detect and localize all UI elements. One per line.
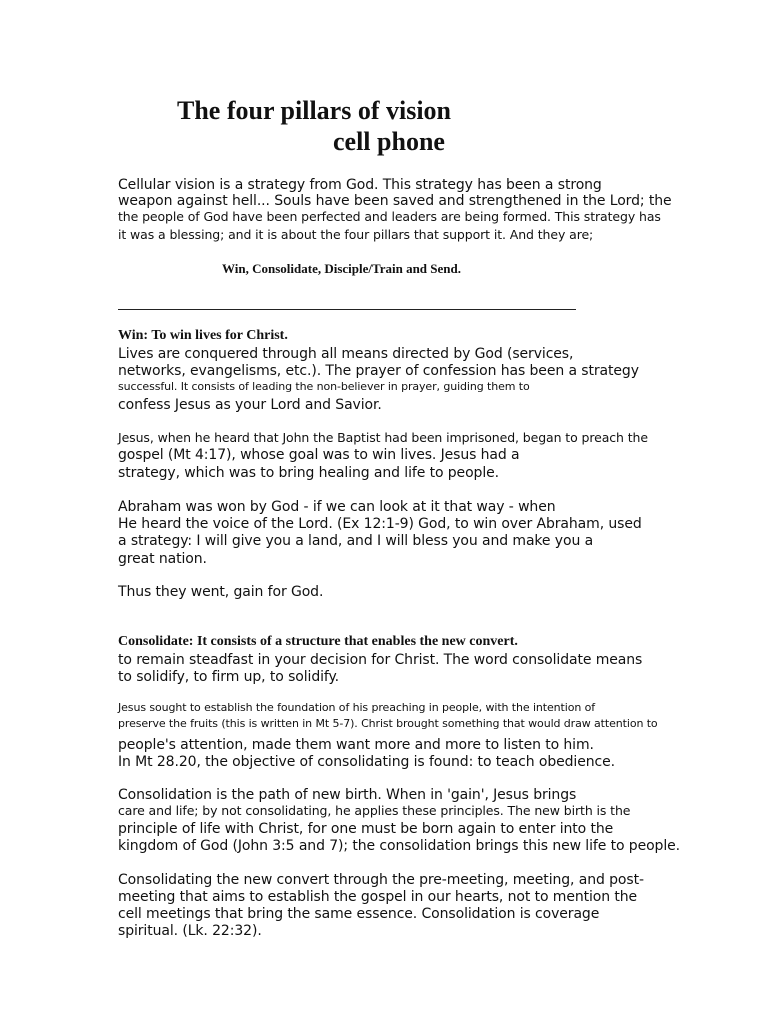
consolidate-paragraph-line: care and life; by not consolidating, he applies these principles. The new birth is the [118,803,631,818]
consolidate-paragraph-line: people's attention, made them want more and more to listen to him. [118,737,594,753]
title-line-1: The four pillars of vision [177,96,452,125]
intro-line: the people of God have been perfected and leaders are being formed. This strategy has [118,209,661,224]
consolidate-paragraph-line: In Mt 28.20, the objective of consolidating is found: to teach obedience. [118,754,615,770]
consolidate-paragraph-line: meeting that aims to establish the gospel in our hearts, not to mention the [118,889,638,905]
four-pillars-list: Win, Consolidate, Disciple/Train and Send. [222,261,461,276]
consolidate-heading: Consolidate: It consists of a structure that enables the new convert. [118,634,518,649]
consolidate-paragraph-line: kingdom of God (John 3:5 and 7); the consolidation brings this new life to people. [118,838,680,854]
win-paragraph-line: strategy, which was to bring healing and life to people. [118,465,499,481]
intro-line: Cellular vision is a strategy from God. This strategy has been a strong [118,177,602,193]
consolidate-paragraph-line: cell meetings that bring the same essence. Consolidation is coverage [118,906,600,922]
win-paragraph-line: confess Jesus as your Lord and Savior. [118,397,382,413]
consolidate-paragraph-line: principle of life with Christ, for one must be born again to enter into the [118,821,614,837]
win-paragraph-line: Jesus, when he heard that John the Baptist had been imprisoned, began to preach the [118,430,648,445]
title-line-2: cell phone [333,127,445,156]
consolidate-paragraph-line: Consolidating the new convert through the pre-meeting, meeting, and post- [118,872,644,888]
win-paragraph-line: a strategy: I will give you a land, and I will bless you and make you a [118,533,594,549]
consolidate-paragraph-line: to solidify, to firm up, to solidify. [118,669,340,685]
win-heading: Win: To win lives for Christ. [118,328,288,343]
section-divider [118,309,576,310]
win-paragraph-line: He heard the voice of the Lord. (Ex 12:1-9) God, to win over Abraham, used [118,516,642,532]
win-paragraph-line: Lives are conquered through all means directed by God (services, [118,346,574,362]
win-paragraph-line: great nation. [118,551,207,567]
win-paragraph-line: gospel (Mt 4:17), whose goal was to win lives. Jesus had a [118,447,520,463]
consolidate-paragraph-line: Consolidation is the path of new birth. When in 'gain', Jesus brings [118,787,577,803]
consolidate-paragraph-line: Jesus sought to establish the foundation of his preaching in people, with the intention of [118,701,595,714]
win-paragraph-line: networks, evangelisms, etc.). The prayer of confession has been a strategy [118,363,639,379]
intro-line: weapon against hell... Souls have been saved and strengthened in the Lord; the [118,193,672,209]
win-paragraph-line: successful. It consists of leading the non-believer in prayer, guiding them to [118,380,530,393]
intro-line: it was a blessing; and it is about the four pillars that support it. And they are; [118,227,594,242]
consolidate-paragraph-line: spiritual. (Lk. 22:32). [118,923,262,939]
consolidate-paragraph-line: preserve the fruits (this is written in Mt 5-7). Christ brought something that would draw attention to [118,717,658,730]
consolidate-paragraph-line: to remain steadfast in your decision for Christ. The word consolidate means [118,652,643,668]
win-paragraph-line: Thus they went, gain for God. [118,584,324,600]
win-paragraph-line: Abraham was won by God - if we can look at it that way - when [118,499,556,515]
